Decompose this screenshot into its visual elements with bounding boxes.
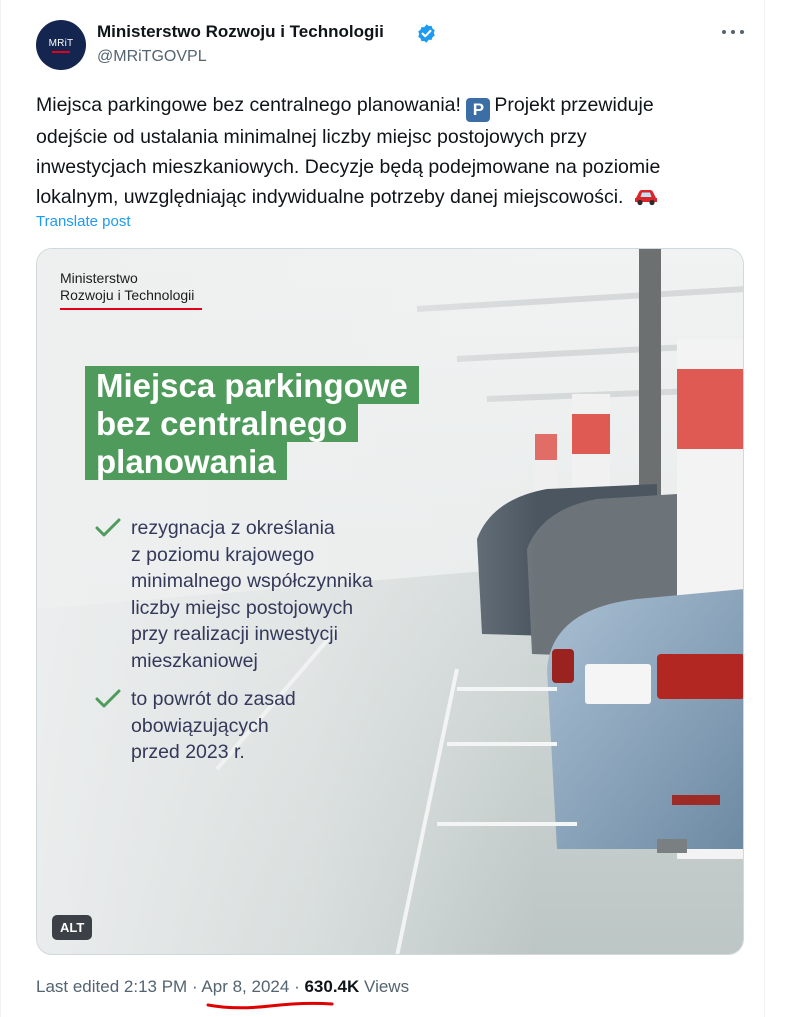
check-icon (95, 517, 121, 539)
display-name[interactable]: Ministerstwo Rozwoju i Technologii (97, 22, 384, 41)
check-icon (95, 688, 121, 710)
post-text (36, 90, 756, 213)
bullet2-line: obowiązujących (131, 714, 269, 737)
post-line-2: odejście od ustalania minimalnej liczby miejsc postojowych przy (36, 126, 587, 148)
separator: · (294, 977, 300, 996)
headline-line-1: Miejsca parkingowe (85, 366, 419, 404)
media-headline (85, 366, 419, 480)
media-bullets (95, 515, 431, 778)
bullet1-line: z poziomu krajowego (131, 543, 315, 566)
bullet1-line: liczby miejsc postojowych (131, 596, 354, 619)
more-options-icon[interactable] (722, 20, 744, 44)
last-edited[interactable]: Last edited 2:13 PM (36, 977, 188, 996)
brand-underline (60, 308, 202, 310)
post-line-3: inwestycjach mieszkaniowych. Decyzje będą podejmowane na poziomie (36, 156, 661, 179)
avatar[interactable] (36, 20, 86, 70)
left-border (0, 0, 1, 1017)
bullet1-line: rezygnacja z określania (131, 517, 335, 539)
separator: · (191, 977, 198, 996)
headline-line-3: planowania (85, 442, 287, 480)
post-line-1: Miejsca parkingowe bez centralnego planowania! (36, 94, 461, 116)
views-count: 630.4K (304, 977, 360, 996)
headline-line-2: bez centralnego (85, 404, 358, 442)
verified-badge-icon[interactable] (416, 23, 437, 44)
bullet-item (95, 686, 431, 766)
media-brand (60, 270, 194, 304)
post-meta (36, 977, 409, 997)
post-image[interactable] (36, 248, 744, 955)
bullet1-line: minimalnego współczynnika (131, 570, 373, 592)
translate-post-link[interactable]: Translate post (36, 213, 131, 230)
parking-sign-icon: P (466, 98, 490, 122)
post-line-4: lokalnym, uwzględniając indywidualne potrzeby danej miejscowości. (36, 186, 624, 209)
red-car-icon (633, 186, 659, 206)
brand-line-2: Rozwoju i Technologii (60, 287, 195, 303)
bullet-item (95, 515, 431, 674)
red-annotation-underline (205, 996, 335, 1012)
avatar-text: MRiT (48, 37, 74, 49)
alt-text-button[interactable]: ALT (52, 915, 92, 940)
bullet1-line: mieszkaniowej (131, 649, 258, 672)
views-label: Views (364, 977, 410, 996)
right-border (764, 0, 765, 1017)
post-line-1b: Projekt przewiduje (494, 94, 654, 116)
bullet2-line: to powrót do zasad (131, 688, 296, 710)
avatar-flag-bar (52, 51, 70, 53)
bullet2-line: przed 2023 r. (131, 741, 245, 763)
bullet1-line: przy realizacji inwestycji (131, 623, 338, 645)
handle[interactable]: @MRiTGOVPL (97, 48, 207, 65)
brand-line-1: Ministerstwo (60, 270, 138, 286)
post-date[interactable]: Apr 8, 2024 (201, 977, 290, 996)
